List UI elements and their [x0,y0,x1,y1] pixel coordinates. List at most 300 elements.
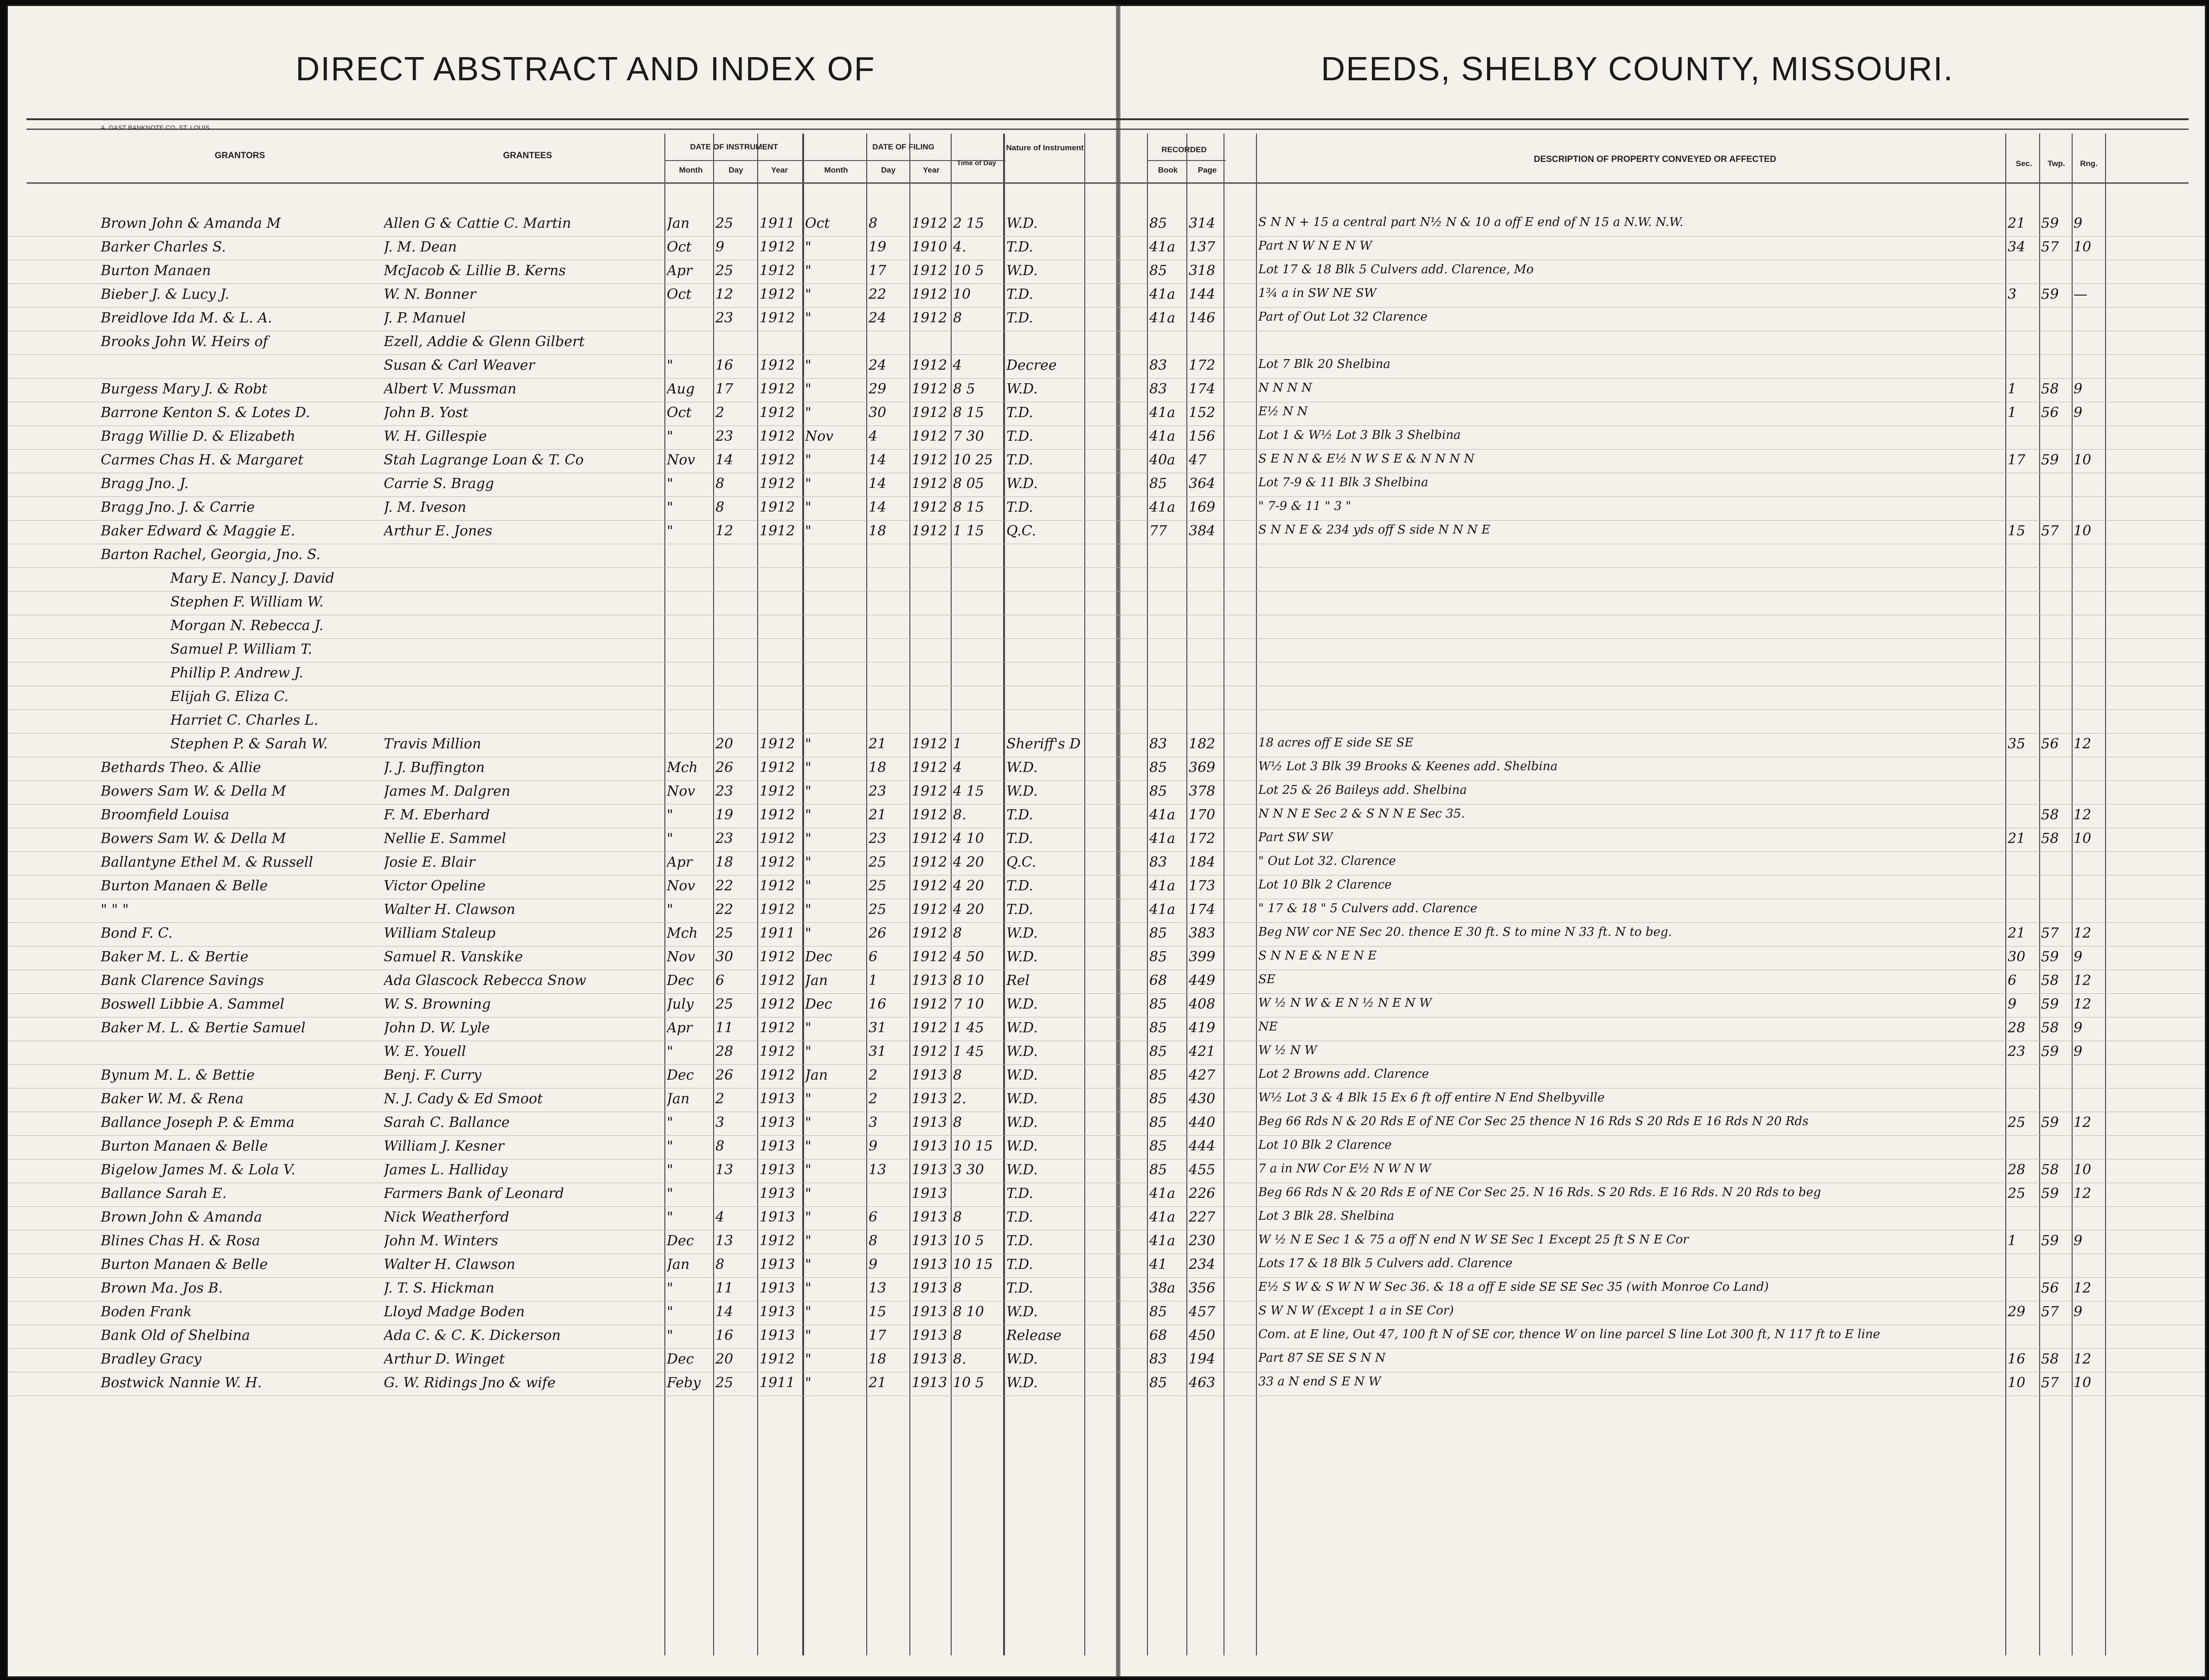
filing-month-cell: " [805,760,811,776]
instrument-month-cell: Jan [667,215,690,232]
filing-day-cell: 29 [869,381,887,397]
nature-cell: W.D. [1006,1375,1038,1391]
book-cell: 68 [1149,1327,1167,1344]
instrument-month-cell: Apr [667,1020,693,1036]
filing-day-cell: 21 [869,1375,887,1391]
grantor-cell: Burton Manaen & Belle [101,1256,268,1273]
filing-year-cell: 1912 [912,925,947,941]
filing-year-cell: 1913 [912,1304,947,1320]
ledger-row [8,1112,2205,1136]
rng-cell: 10 [2074,523,2092,539]
grantor-cell: Baker W. M. & Rena [101,1091,244,1107]
filing-day-cell: 6 [869,949,878,965]
filing-year-cell: 1912 [912,878,947,894]
filing-year-cell: 1912 [912,949,947,965]
book-cell: 83 [1149,854,1167,870]
instrument-year-cell: 1912 [760,405,795,421]
book-cell: 85 [1149,996,1167,1012]
filing-day-cell: 25 [869,901,887,918]
rng-cell: 12 [2074,1351,2092,1367]
instrument-month-cell: Dec [667,1233,694,1249]
book-cell: 38a [1149,1280,1176,1296]
filing-year-cell: 1912 [912,854,947,870]
filing-time-cell: 8 05 [953,476,984,492]
filing-year-cell: 1912 [912,830,947,847]
filing-month-cell: " [805,286,811,303]
grantor-cell: Bieber J. & Lucy J. [101,286,230,303]
ledger-row [8,970,2205,994]
filing-time-cell: 8 [953,1327,962,1344]
sec-cell: 1 [2008,381,2017,397]
nature-cell: T.D. [1006,286,1033,303]
filing-day-cell: 8 [869,1233,878,1249]
instrument-month-cell: " [667,807,673,823]
grantee-cell: Farmers Bank of Leonard [384,1185,564,1202]
filing-month-cell: " [805,476,811,492]
instrument-month-cell: Dec [667,1351,694,1367]
book-cell: 41a [1149,239,1176,255]
filing-time-cell: 1 15 [953,523,984,539]
nature-cell: W.D. [1006,1304,1038,1320]
rng-cell: 10 [2074,1375,2092,1391]
instrument-day-cell: 20 [715,1351,734,1367]
filing-month-cell: " [805,1138,811,1154]
filing-year-cell: 1912 [912,523,947,539]
grantee-cell: N. J. Cady & Ed Smoot [384,1091,543,1107]
instrument-day-cell: 4 [715,1209,725,1225]
instrument-day-cell: 17 [715,381,734,397]
book-cell: 41a [1149,428,1176,444]
grantee-cell: John M. Winters [384,1233,498,1249]
instrument-year-cell: 1912 [760,452,795,468]
sec-cell: 29 [2008,1304,2026,1320]
ledger-row [8,1159,2205,1183]
page-cell: 378 [1189,783,1216,799]
rng-cell: 12 [2074,972,2092,989]
instrument-day-cell: 18 [715,854,734,870]
instrument-day-cell: 12 [715,286,734,303]
ledger-row-rule [8,662,2205,686]
book-cell: 77 [1149,523,1167,539]
page-cell: 174 [1189,901,1216,918]
sec-cell: 6 [2008,972,2017,989]
page-cell: 146 [1189,310,1216,326]
book-cell: 41a [1149,1209,1176,1225]
instrument-year-cell: 1913 [760,1209,795,1225]
book-cell: 85 [1149,1043,1167,1060]
instrument-year-cell: 1912 [760,878,795,894]
page-cell: 314 [1189,215,1216,232]
ledger-row [8,260,2205,284]
instrument-month-cell: Jan [667,1091,690,1107]
rng-cell: 12 [2074,925,2092,941]
instrument-day-cell: 22 [715,878,734,894]
filing-year-cell: 1913 [912,1067,947,1083]
twp-cell: 58 [2041,972,2059,989]
book-cell: 85 [1149,783,1167,799]
nature-cell: T.D. [1006,1233,1033,1249]
instrument-month-cell: " [667,1327,673,1344]
description-cell: Lots 17 & 18 Blk 5 Culvers add. Clarence [1258,1256,1513,1270]
description-cell: Lot 3 Blk 28. Shelbina [1258,1209,1394,1223]
ledger-row [8,212,2205,237]
grantors-header: GRANTORS [214,151,265,161]
twp-cell: 58 [2041,381,2059,397]
page-cell: 156 [1189,428,1216,444]
grantee-cell: McJacob & Lillie B. Kerns [384,263,566,279]
filing-day-cell: 25 [869,854,887,870]
grantee-cell: John B. Yost [384,405,469,421]
filing-day-cell: 23 [869,783,887,799]
instrument-month-cell: " [667,1162,673,1178]
nature-cell: W.D. [1006,760,1038,776]
instrument-day-cell: 11 [715,1020,734,1036]
filing-time-cell: 1 45 [953,1043,984,1060]
instrument-month-cell: " [667,499,673,515]
filing-year-cell: 1913 [912,972,947,989]
instrument-year-cell: 1912 [760,499,795,515]
page-cell: 152 [1189,405,1216,421]
ledger-row-rule [8,686,2205,710]
grantee-cell: Arthur D. Winget [384,1351,505,1367]
nature-cell: W.D. [1006,1067,1038,1083]
ledger-row-rule [8,709,2205,734]
instrument-month-cell: Feby [667,1375,701,1391]
filing-year-header: Year [923,166,940,174]
instrument-month-cell: Dec [667,972,694,989]
ledger-row [8,473,2205,497]
grantor-cell: Baker M. L. & Bertie Samuel [101,1020,306,1036]
filing-time-cell: 3 30 [953,1162,984,1178]
instrument-day-cell: 19 [715,807,734,823]
twp-header: Twp. [2048,159,2065,168]
rng-cell: 10 [2074,452,2092,468]
ledger-row [8,236,2205,260]
grantee-cell: W. E. Youell [384,1043,466,1060]
grantor-cell: Ballance Joseph P. & Emma [101,1114,295,1131]
grantee-cell: Ada C. & C. K. Dickerson [384,1327,561,1344]
filing-year-cell: 1912 [912,381,947,397]
description-cell: Lot 7 Blk 20 Shelbina [1258,357,1391,371]
instrument-day-cell: 25 [715,263,734,279]
filing-month-cell: Jan [805,1067,828,1083]
twp-cell: 59 [2041,1043,2059,1060]
filing-day-cell: 23 [869,830,887,847]
instrument-year-cell: 1912 [760,476,795,492]
instrument-year-cell: 1911 [760,1375,795,1391]
filing-month-cell: " [805,736,811,752]
description-cell: W½ Lot 3 Blk 39 Brooks & Keenes add. Shelbina [1258,760,1558,773]
grantor-cell: Bostwick Nannie W. H. [101,1375,262,1391]
filing-time-cell: 4 15 [953,783,984,799]
grantee-cell: Lloyd Madge Boden [384,1304,525,1320]
filing-year-cell: 1912 [912,405,947,421]
nature-cell: T.D. [1006,239,1033,255]
filing-time-cell: 8 10 [953,972,984,989]
grantor-cell: Burton Manaen [101,263,211,279]
instrument-day-cell: 3 [715,1114,725,1131]
grantor-cell: Barrone Kenton S. & Lotes D. [101,405,310,421]
nature-header: Nature of Instrument [1006,143,1084,152]
right-page-title: DEEDS, SHELBY COUNTY, MISSOURI. [1321,51,1954,88]
instrument-month-cell: Oct [667,239,692,255]
filing-month-cell: " [805,854,811,870]
filing-day-cell: 31 [869,1020,887,1036]
book-cell: 85 [1149,1114,1167,1131]
filing-day-cell: 6 [869,1209,878,1225]
instrument-day-cell: 12 [715,523,734,539]
grantee-cell: J. T. S. Hickman [384,1280,495,1296]
instrument-year-cell: 1912 [760,239,795,255]
description-cell: S N N + 15 a central part N½ N & 10 a off E end of N 15 a N.W. N.W. [1258,215,1684,229]
twp-cell: 56 [2041,736,2059,752]
nature-cell: T.D. [1006,830,1033,847]
ledger-row [8,402,2205,426]
filing-time-cell: 10 [953,286,971,303]
page-cell: 144 [1189,286,1216,303]
instrument-year-cell: 1913 [760,1185,795,1202]
filing-month-cell: " [805,452,811,468]
nature-cell: T.D. [1006,428,1033,444]
ledger-row [8,899,2205,923]
filing-year-cell: 1912 [912,807,947,823]
instrument-month-cell: " [667,901,673,918]
grantor-name-line: Mary E. Nancy J. David [170,570,335,586]
instrument-day-cell: 26 [715,1067,734,1083]
ledger-row [8,1041,2205,1065]
instrument-month-cell: " [667,830,673,847]
filing-month-cell: " [805,239,811,255]
grantor-cell: Burgess Mary J. & Robt [101,381,268,397]
grantor-cell: Bragg Willie D. & Elizabeth [101,428,296,444]
nature-cell: T.D. [1006,452,1033,468]
twp-cell: 58 [2041,1162,2059,1178]
instrument-year-cell: 1913 [760,1280,795,1296]
description-cell: 1¾ a in SW NE SW [1258,286,1377,300]
filing-month-cell: " [805,1375,811,1391]
grantor-cell: Bethards Theo. & Allie [101,760,261,776]
filing-month-cell: Nov [805,428,834,444]
grantor-cell: Burton Manaen & Belle [101,878,268,894]
filing-day-cell: 19 [869,239,887,255]
grantor-cell: Bradley Gracy [101,1351,202,1367]
grantee-cell: Nick Weatherford [384,1209,509,1225]
book-cell: 83 [1149,1351,1167,1367]
page-cell: 408 [1189,996,1216,1012]
description-cell: Lot 25 & 26 Baileys add. Shelbina [1258,783,1467,797]
book-cell: 85 [1149,760,1167,776]
filing-year-cell: 1912 [912,428,947,444]
instrument-month-cell: " [667,428,673,444]
page-cell: 318 [1189,263,1216,279]
sec-cell: 25 [2008,1114,2026,1131]
instrument-year-cell: 1911 [760,925,795,941]
instrument-month-cell: Nov [667,452,696,468]
ledger-row [8,828,2205,852]
instrument-day-cell: 8 [715,499,725,515]
filing-day-cell: 18 [869,1351,887,1367]
sec-cell: 34 [2008,239,2026,255]
page-cell: 182 [1189,736,1216,752]
book-cell: 85 [1149,263,1167,279]
ledger-row [8,283,2205,308]
filing-year-cell: 1912 [912,286,947,303]
filing-time-cell: 4 [953,357,962,373]
nature-cell: W.D. [1006,1138,1038,1154]
nature-cell: W.D. [1006,783,1038,799]
filing-day-cell: 9 [869,1256,878,1273]
grantor-cell: Bynum M. L. & Bettie [101,1067,255,1083]
filing-year-cell: 1913 [912,1209,947,1225]
ledger-row [8,875,2205,899]
instrument-year-cell: 1912 [760,972,795,989]
grantee-cell: Carrie S. Bragg [384,476,494,492]
filing-day-cell: 26 [869,925,887,941]
filing-day-cell: 18 [869,523,887,539]
book-cell: 83 [1149,357,1167,373]
grantee-cell: Sarah C. Ballance [384,1114,510,1131]
nature-cell: W.D. [1006,381,1038,397]
nature-cell: T.D. [1006,901,1033,918]
instrument-month-cell: Oct [667,405,692,421]
filing-month-cell: " [805,925,811,941]
description-cell: 18 acres off E side SE SE [1258,736,1414,750]
ledger-row [8,307,2205,331]
filing-time-cell: 8 [953,1280,962,1296]
book-cell: 41a [1149,499,1176,515]
instrument-month-cell: Apr [667,263,693,279]
nature-cell: T.D. [1006,878,1033,894]
instrument-month-cell: " [667,357,673,373]
page-cell: 455 [1189,1162,1216,1178]
page-cell: 172 [1189,357,1216,373]
book-cell: 85 [1149,1162,1167,1178]
filing-day-cell: 30 [869,405,887,421]
filing-day-cell: 17 [869,1327,887,1344]
description-cell: S E N N & E½ N W S E & N N N N [1258,452,1475,466]
instrument-day-cell: 14 [715,1304,734,1320]
rng-cell: 9 [2074,381,2083,397]
book-cell: 41a [1149,901,1176,918]
ledger-row [8,1348,2205,1372]
description-cell: Lot 10 Blk 2 Clarence [1258,1138,1392,1152]
sec-cell: 23 [2008,1043,2026,1060]
book-cell: 83 [1149,736,1167,752]
twp-cell: 59 [2041,215,2059,232]
filing-year-cell: 1912 [912,499,947,515]
nature-cell: W.D. [1006,215,1038,232]
instrument-day-cell: 25 [715,925,734,941]
rng-cell: 12 [2074,1185,2092,1202]
twp-cell: 59 [2041,452,2059,468]
grantee-cell: Albert V. Mussman [384,381,517,397]
grantor-cell: Brooks John W. Heirs of [101,334,268,350]
grantee-cell: Victor Opeline [384,878,486,894]
instrument-year-cell: 1912 [760,1020,795,1036]
instrument-year-cell: 1912 [760,1067,795,1083]
nature-cell: T.D. [1006,1209,1033,1225]
book-cell: 68 [1149,972,1167,989]
book-cell: 41 [1149,1256,1167,1273]
filing-year-cell: 1912 [912,310,947,326]
instrument-year-cell: 1912 [760,830,795,847]
filing-month-cell: " [805,1327,811,1344]
description-cell: 33 a N end S E N W [1258,1375,1381,1389]
ledger-row [8,1230,2205,1254]
filing-year-cell: 1912 [912,476,947,492]
filing-month-cell: " [805,1185,811,1202]
instrument-year-cell: 1913 [760,1304,795,1320]
filing-time-cell: 10 25 [953,452,993,468]
page-cell: 137 [1189,239,1216,255]
filing-time-cell: 4 20 [953,901,984,918]
description-cell: NE [1258,1020,1278,1034]
filing-day-cell: 16 [869,996,887,1012]
sec-cell: 1 [2008,405,2017,421]
filing-time-cell: 2. [953,1091,966,1107]
nature-cell: W.D. [1006,1162,1038,1178]
nature-cell: T.D. [1006,807,1033,823]
instrument-month-cell: " [667,476,673,492]
instrument-day-cell: 26 [715,760,734,776]
grantee-cell: J. M. Iveson [384,499,466,515]
filing-year-cell: 1912 [912,1020,947,1036]
grantee-cell: Arthur E. Jones [384,523,493,539]
ledger-row [8,946,2205,970]
instrument-year-cell: 1912 [760,854,795,870]
grantee-cell: John D. W. Lyle [384,1020,490,1036]
filing-day-cell: 24 [869,310,887,326]
ledger-row [8,851,2205,875]
time-of-day-header: Time of Day [957,159,996,167]
printer-mark: A. GAST BANKNOTE CO. ST. LOUIS [101,124,210,131]
book-cell: 85 [1149,1020,1167,1036]
ledger-row [8,1372,2205,1396]
filing-year-cell: 1912 [912,901,947,918]
filing-day-cell: 4 [869,428,878,444]
sec-cell: 9 [2008,996,2017,1012]
grantee-cell: W. S. Browning [384,996,491,1012]
ledger-row [8,733,2205,757]
page-cell: 173 [1189,878,1216,894]
rng-header: Rng. [2080,159,2098,168]
instrument-day-cell: 8 [715,1138,725,1154]
instrument-month-cell: " [667,1043,673,1060]
page-cell: 364 [1189,476,1216,492]
filing-time-cell: 8. [953,807,966,823]
filing-day-cell: 13 [869,1280,887,1296]
inst-month-header: Month [679,166,703,174]
sec-cell: 21 [2008,925,2026,941]
instrument-day-cell: 30 [715,949,734,965]
left-page-title: DIRECT ABSTRACT AND INDEX OF [296,51,876,88]
instrument-day-cell: 16 [715,357,734,373]
grantee-cell: Ezell, Addie & Glenn Gilbert [384,334,585,350]
sec-cell: 1 [2008,1233,2017,1249]
instrument-year-cell: 1912 [760,1233,795,1249]
filing-day-cell: 14 [869,476,887,492]
book-cell: 41a [1149,878,1176,894]
book-cell: 40a [1149,452,1176,468]
filing-year-cell: 1913 [912,1351,947,1367]
filing-time-cell: 4 [953,760,962,776]
rng-cell: 12 [2074,736,2092,752]
grantee-cell: Josie E. Blair [384,854,475,870]
grantor-cell: Baker M. L. & Bertie [101,949,249,965]
grantor-cell: Bragg Jno. J. [101,476,189,492]
grantee-cell: J. M. Dean [384,239,457,255]
filing-time-cell: 8 10 [953,1304,984,1320]
